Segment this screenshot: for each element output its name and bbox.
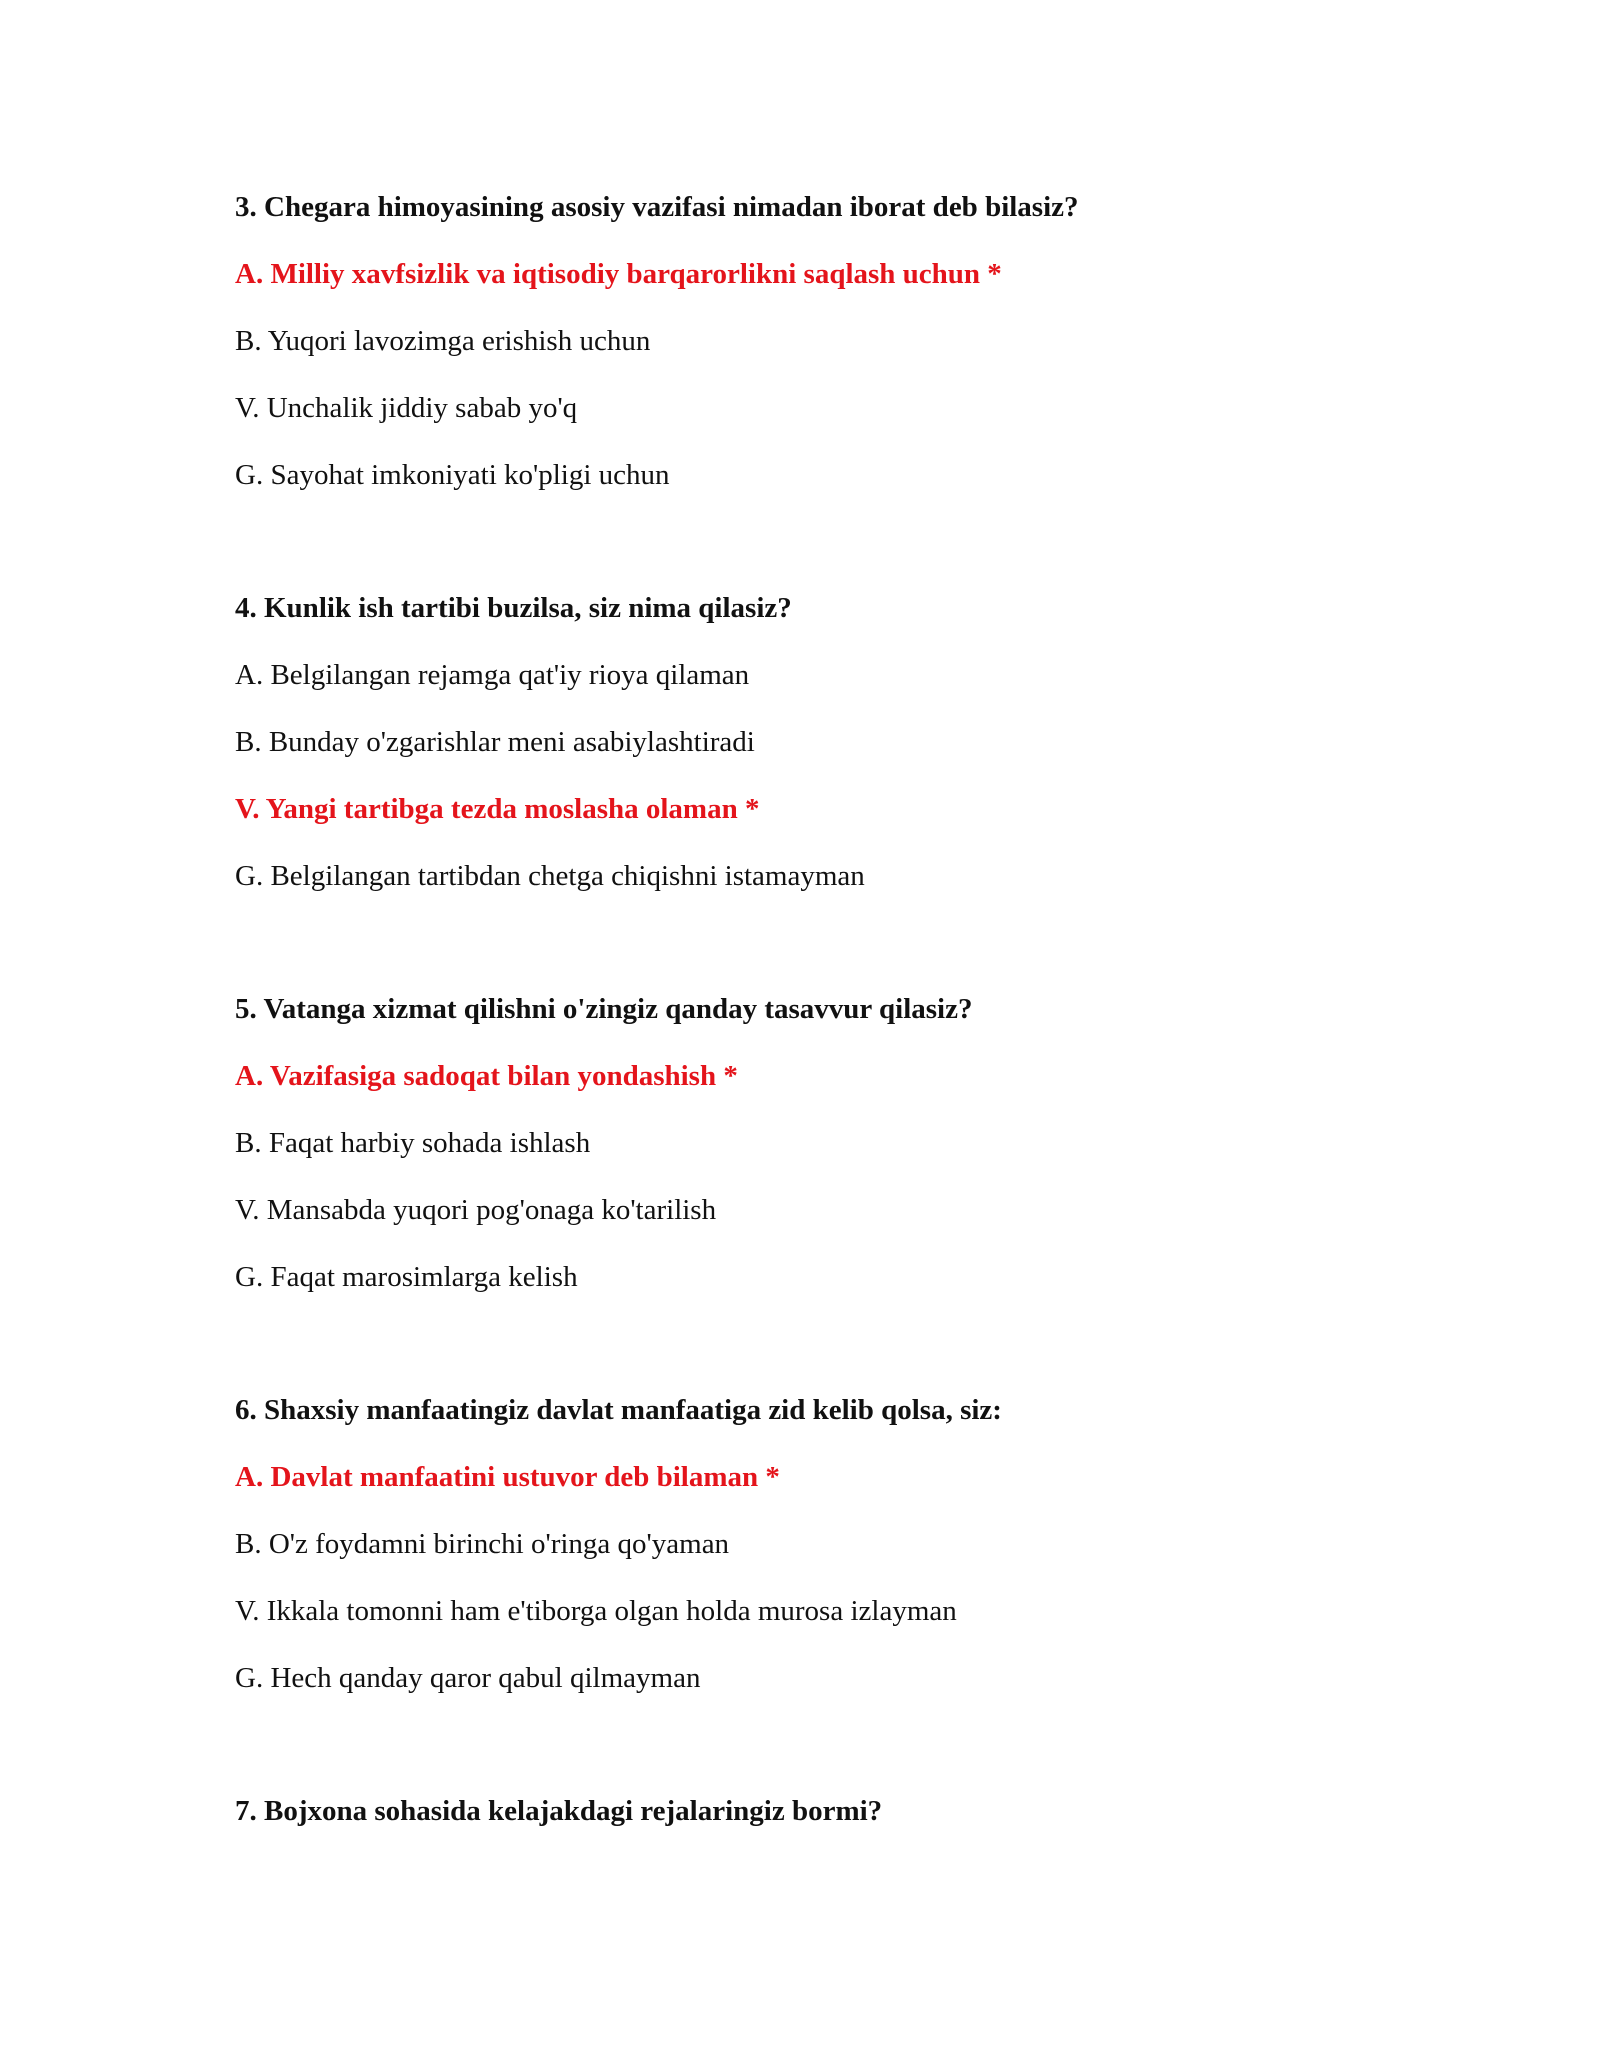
- answer-option: V. Ikkala tomonni ham e'tiborga olgan holda murosa izlayman: [235, 1595, 957, 1627]
- question-7: [235, 1794, 1435, 1828]
- answer-option: G. Hech qanday qaror qabul qilmayman: [235, 1662, 701, 1694]
- question-5: [235, 992, 1435, 1294]
- answer-option-correct: A. Milliy xavfsizlik va iqtisodiy barqarorlikni saqlash uchun *: [235, 258, 1002, 290]
- answer-option: B. Bunday o'zgarishlar meni asabiylashtiradi: [235, 726, 755, 758]
- answer-option: V. Unchalik jiddiy sabab yo'q: [235, 392, 578, 424]
- answer-option-correct: A. Davlat manfaatini ustuvor deb bilaman *: [235, 1461, 780, 1493]
- answer-option: G. Sayohat imkoniyati ko'pligi uchun: [235, 459, 670, 491]
- question-title: 4. Kunlik ish tartibi buzilsa, siz nima qilasiz?: [235, 592, 792, 624]
- question-4: [235, 591, 1435, 893]
- answer-option: G. Belgilangan tartibdan chetga chiqishni istamayman: [235, 860, 865, 892]
- question-3: [235, 190, 1435, 492]
- answer-option: B. O'z foydamni birinchi o'ringa qo'yaman: [235, 1528, 730, 1560]
- question-title: 5. Vatanga xizmat qilishni o'zingiz qanday tasavvur qilasiz?: [235, 993, 973, 1025]
- answer-option-correct: A. Vazifasiga sadoqat bilan yondashish *: [235, 1060, 738, 1092]
- answer-option: B. Faqat harbiy sohada ishlash: [235, 1127, 591, 1159]
- answer-option-correct: V. Yangi tartibga tezda moslasha olaman *: [235, 793, 760, 825]
- question-6: [235, 1393, 1435, 1695]
- answer-option: B. Yuqori lavozimga erishish uchun: [235, 325, 651, 357]
- question-title: 7. Bojxona sohasida kelajakdagi rejalaringiz bormi?: [235, 1795, 883, 1827]
- answer-option: V. Mansabda yuqori pog'onaga ko'tarilish: [235, 1194, 717, 1226]
- question-title: 6. Shaxsiy manfaatingiz davlat manfaatiga zid kelib qolsa, siz:: [235, 1394, 1002, 1426]
- answer-option: G. Faqat marosimlarga kelish: [235, 1261, 578, 1293]
- question-title: 3. Chegara himoyasining asosiy vazifasi nimadan iborat deb bilasiz?: [235, 191, 1079, 223]
- answer-option: A. Belgilangan rejamga qat'iy rioya qilaman: [235, 659, 750, 691]
